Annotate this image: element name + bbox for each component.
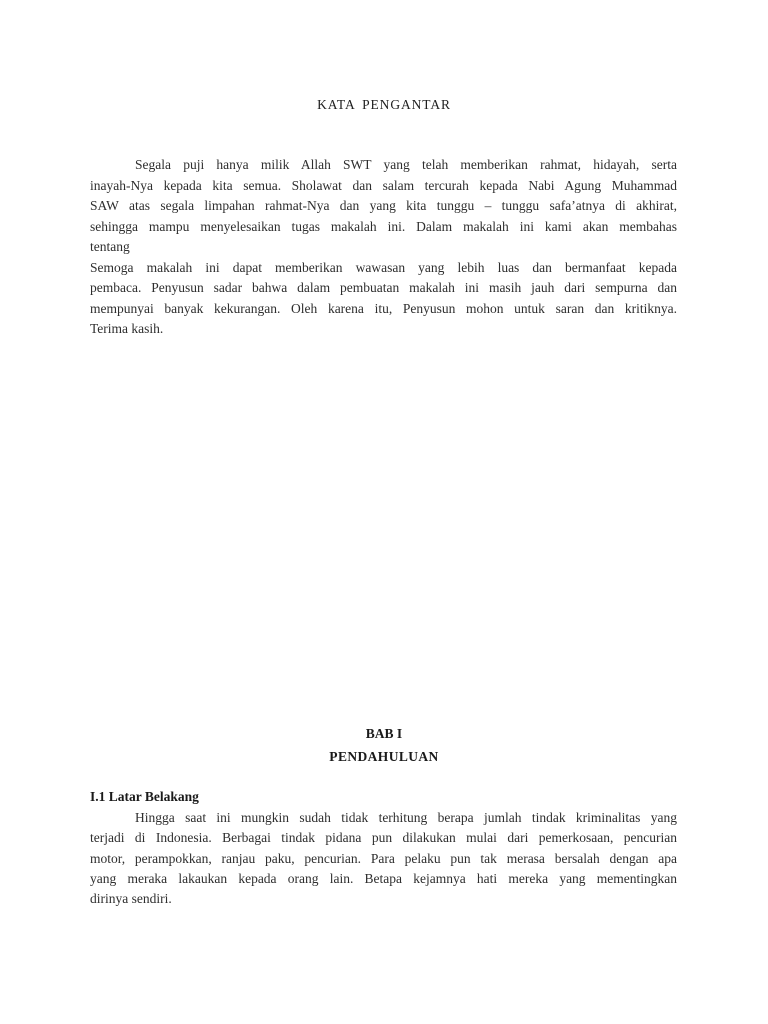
section-line: yang meraka lakaukan kepada orang lain. Betapa kejamnya hati mereka yang mementingkan [90, 870, 677, 886]
paragraph [90, 258, 677, 340]
foreword-line: pembaca. Penyusun sadar bahwa dalam pembuatan makalah ini masih jauh dari sempurna dan [90, 280, 677, 295]
foreword-line: Terima kasih. [90, 321, 164, 336]
section-body [90, 808, 677, 909]
foreword-line: inayah-Nya kepada kita semua. Sholawat dan salam tercurah kepada Nabi Agung Muhammad [90, 177, 677, 193]
section-line: dirinya sendiri. [90, 891, 172, 907]
foreword-line: tentang [90, 239, 130, 254]
chapter-label: BAB I [365, 726, 403, 741]
foreword-line: Segala puji hanya milik Allah SWT yang telah memberikan rahmat, hidayah, serta [135, 157, 677, 172]
foreword-line: Semoga makalah ini dapat memberikan wawasan yang lebih luas dan bermanfaat kepada [90, 259, 677, 275]
foreword-title: KATA PENGANTAR [317, 97, 451, 112]
foreword-line: sehingga mampu menyelesaikan tugas makalah ini. Dalam makalah ini kami akan membahas [90, 218, 677, 234]
foreword-line: SAW atas segala limpahan rahmat-Nya dan yang kita tunggu – tunggu safa’atnya di akhirat, [90, 198, 677, 213]
foreword-line: mempunyai banyak kekurangan. Oleh karena itu, Penyusun mohon untuk saran dan kritiknya. [90, 300, 677, 316]
paragraph [90, 155, 677, 258]
paragraph [90, 808, 677, 909]
section-line: Hingga saat ini mungkin sudah tidak terhitung berapa jumlah tindak kriminalitas yang [135, 810, 677, 825]
section-heading: I.1 Latar Belakang [90, 789, 199, 804]
section-line: terjadi di Indonesia. Berbagai tindak pidana pun dilakukan mulai dari pemerkosaan, pencurian [90, 830, 677, 846]
section-line: motor, perampokkan, ranjau paku, pencurian. Para pelaku pun tak merasa bersalah dengan apa [90, 850, 677, 866]
foreword-body [90, 155, 677, 340]
chapter-title: PENDAHULUAN [329, 749, 439, 764]
